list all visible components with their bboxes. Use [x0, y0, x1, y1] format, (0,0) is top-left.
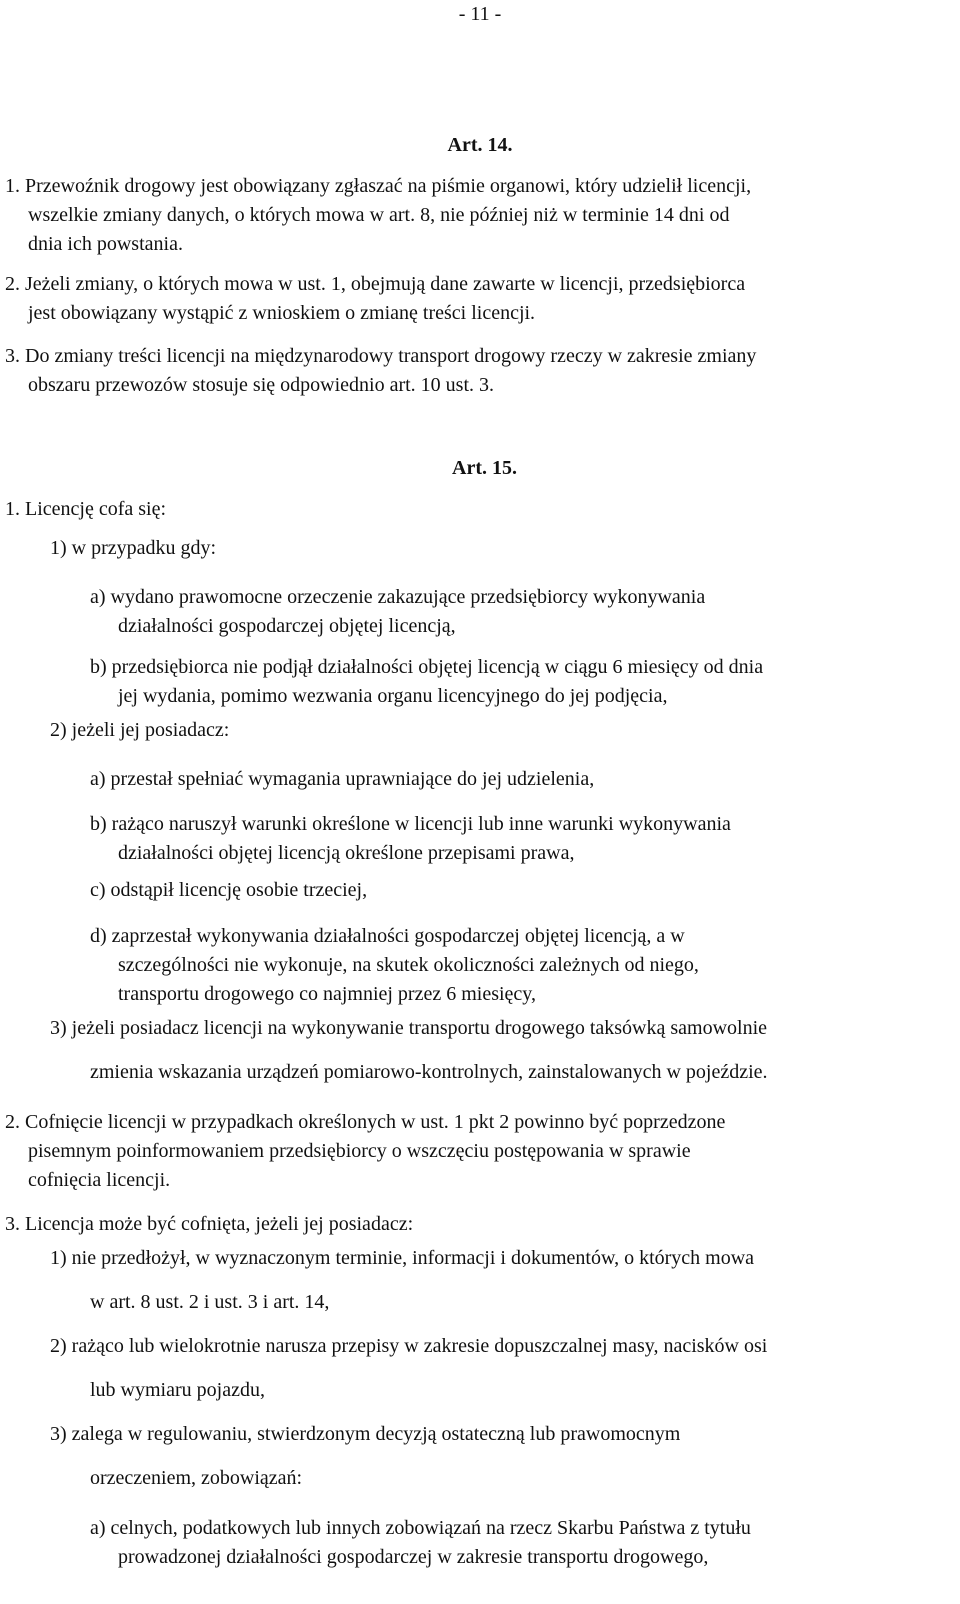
art15-pkt1a-line1: a) wydano prawomocne orzeczenie zakazujące przedsiębiorcy wykonywania	[90, 586, 706, 608]
art15-pkt2b-line2: działalności objętej licencją określone przepisami prawa,	[118, 842, 575, 864]
art15-ust1-intro: 1. Licencję cofa się:	[5, 498, 167, 520]
art15-pkt1-intro: 1) w przypadku gdy:	[50, 537, 217, 559]
art15-ust2-line2: pisemnym poinformowaniem przedsiębiorcy o wszczęciu postępowania w sprawie	[28, 1140, 691, 1162]
art15-pkt2c: c) odstąpił licencję osobie trzeciej,	[90, 879, 368, 901]
art14-ust2-line2: jest obowiązany wystąpić z wnioskiem o zmianę treści licencji.	[28, 302, 536, 324]
art15-pkt2d-line2: szczególności nie wykonuje, na skutek okoliczności zależnych od niego,	[118, 954, 699, 976]
art15-ust3-pkt3a-line1: a) celnych, podatkowych lub innych zobowiązań na rzecz Skarbu Państwa z tytułu	[90, 1517, 751, 1539]
art15-pkt3-line2: zmienia wskazania urządzeń pomiarowo-kontrolnych, zainstalowanych w pojeździe.	[90, 1061, 768, 1083]
art15-ust3-pkt3-line1: 3) zalega w regulowaniu, stwierdzonym decyzją ostateczną lub prawomocnym	[50, 1423, 681, 1445]
art15-ust3-intro: 3. Licencja może być cofnięta, jeżeli jej posiadacz:	[5, 1213, 414, 1235]
article-14-heading: Art. 14.	[447, 134, 513, 156]
art15-pkt3-line1: 3) jeżeli posiadacz licencji na wykonywanie transportu drogowego taksówką samowolnie	[50, 1017, 768, 1039]
art14-ust1-line2: wszelkie zmiany danych, o których mowa w art. 8, nie później niż w terminie 14 dni od	[28, 204, 730, 226]
page-number: - 11 -	[458, 3, 502, 25]
art14-ust3-line1: 3. Do zmiany treści licencji na międzynarodowy transport drogowy rzeczy w zakresie zmiany	[5, 345, 757, 367]
art15-ust3-pkt2-line2: lub wymiaru pojazdu,	[90, 1379, 265, 1401]
art15-pkt1b-line2: jej wydania, pomimo wezwania organu licencyjnego do jej podjęcia,	[118, 685, 668, 707]
art15-ust3-pkt1-line2: w art. 8 ust. 2 i ust. 3 i art. 14,	[90, 1291, 330, 1313]
art15-ust3-pkt3a-line2: prowadzonej działalności gospodarczej w zakresie transportu drogowego,	[118, 1546, 709, 1568]
art14-ust3-line2: obszaru przewozów stosuje się odpowiednio art. 10 ust. 3.	[28, 374, 495, 396]
art15-pkt2a: a) przestał spełniać wymagania uprawniające do jej udzielenia,	[90, 768, 595, 790]
art15-pkt2d-line1: d) zaprzestał wykonywania działalności gospodarczej objętej licencją, a w	[90, 925, 685, 947]
art15-ust3-pkt3-line2: orzeczeniem, zobowiązań:	[90, 1467, 303, 1489]
art15-ust2-line1: 2. Cofnięcie licencji w przypadkach określonych w ust. 1 pkt 2 powinno być poprzedzone	[5, 1111, 726, 1133]
art15-pkt1b-line1: b) przedsiębiorca nie podjął działalności objętej licencją w ciągu 6 miesięcy od dnia	[90, 656, 764, 678]
art15-pkt2-intro: 2) jeżeli jej posiadacz:	[50, 719, 230, 741]
art15-pkt2d-line3: transportu drogowego co najmniej przez 6 miesięcy,	[118, 983, 537, 1005]
art15-pkt1a-line2: działalności gospodarczej objętej licencją,	[118, 615, 456, 637]
art15-ust3-pkt1-line1: 1) nie przedłożył, w wyznaczonym terminie, informacji i dokumentów, o których mowa	[50, 1247, 755, 1269]
art15-pkt2b-line1: b) rażąco naruszył warunki określone w licencji lub inne warunki wykonywania	[90, 813, 731, 835]
art14-ust1-line3: dnia ich powstania.	[28, 233, 183, 255]
art14-ust2-line1: 2. Jeżeli zmiany, o których mowa w ust. 1, obejmują dane zawarte w licencji, przedsiębiorca	[5, 273, 746, 295]
art15-ust3-pkt2-line1: 2) rażąco lub wielokrotnie narusza przepisy w zakresie dopuszczalnej masy, nacisków osi	[50, 1335, 768, 1357]
art15-ust2-line3: cofnięcia licencji.	[28, 1169, 171, 1191]
article-15-heading: Art. 15.	[452, 457, 517, 479]
art14-ust1-line1: 1. Przewoźnik drogowy jest obowiązany zgłaszać na piśmie organowi, który udzielił licencji,	[5, 175, 752, 197]
